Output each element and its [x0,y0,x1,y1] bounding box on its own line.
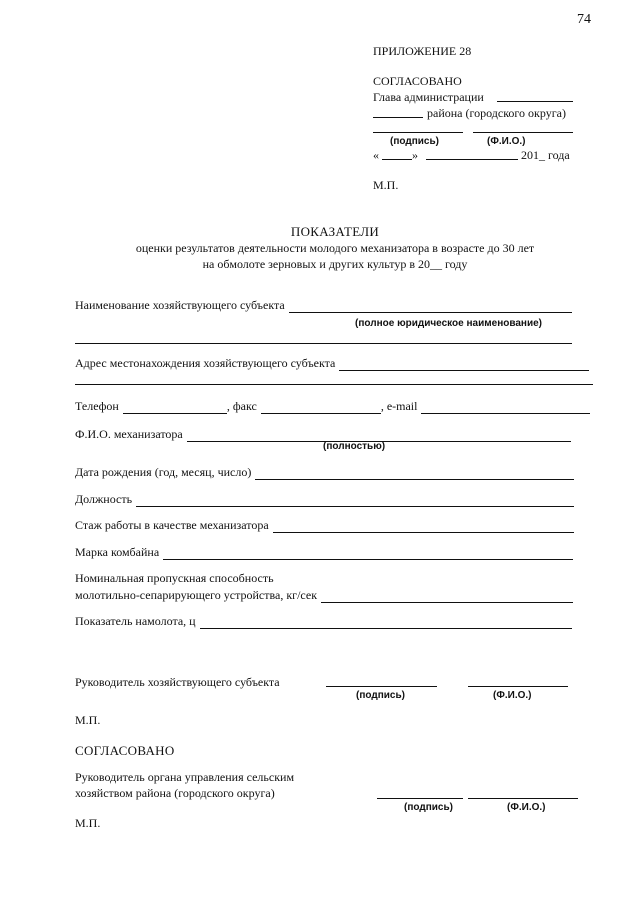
capacity-label-line-2: молотильно-сепарирующего устройства, кг/сек [75,588,318,602]
date-month-line[interactable] [426,159,518,160]
appendix-label: ПРИЛОЖЕНИЕ 28 [373,44,472,58]
agency-signature-line[interactable] [377,798,463,799]
experience-input[interactable] [273,521,574,533]
entity-name-continuation-line[interactable] [75,343,572,344]
agency-head-line-2: хозяйством района (городского округа) [75,786,275,800]
entity-name-caption: (полное юридическое наименование) [355,318,542,329]
birth-date-label: Дата рождения (год, месяц, число) [75,465,252,479]
email-label: , e-mail [380,399,418,413]
position-field[interactable] [75,492,574,507]
date-day-line[interactable] [382,159,412,160]
approval-fio-line[interactable] [473,132,573,133]
address-label: Адрес местонахождения хозяйствующего субъекта [75,356,336,370]
head-fio-line[interactable] [468,686,568,687]
entity-name-label: Наименование хозяйствующего субъекта [75,298,285,312]
approval-admin-head: Глава администрации [373,90,484,104]
agency-fio-caption: (Ф.И.О.) [507,802,546,813]
admin-head-line[interactable] [497,101,573,102]
approval-signature-caption: (подпись) [390,136,439,147]
fax-input[interactable] [261,402,381,414]
capacity-label-line-1: Номинальная пропускная способность [75,571,274,585]
experience-label: Стаж работы в качестве механизатора [75,518,269,532]
contacts-field [75,399,590,414]
approval-fio-caption: (Ф.И.О.) [487,136,526,147]
title-line-1: оценки результатов деятельности молодого механизатора в возрасте до 30 лет [135,241,535,255]
entity-name-field[interactable] [75,298,572,313]
approval-stamp: М.П. [373,178,399,192]
position-input[interactable] [136,495,574,507]
date-open-quote: « [373,148,379,162]
bottom-stamp-2: М.П. [75,816,101,830]
head-fio-caption: (Ф.И.О.) [493,690,532,701]
agency-fio-line[interactable] [468,798,578,799]
approval-signature-line[interactable] [373,132,463,133]
operator-name-field[interactable] [75,427,571,442]
approval-district: района (городского округа) [427,106,566,120]
combine-brand-input[interactable] [163,548,573,560]
threshing-rate-input[interactable] [200,617,572,629]
head-signature-line[interactable] [326,686,437,687]
title-main: ПОКАЗАТЕЛИ [290,224,380,239]
date-year: 201_ года [521,148,570,162]
position-label: Должность [75,492,133,506]
experience-field[interactable] [75,518,574,533]
phone-input[interactable] [123,402,227,414]
operator-name-caption: (полностью) [323,441,386,452]
agency-head-line-1: Руководитель органа управления сельским [75,770,295,784]
operator-name-label: Ф.И.О. механизатора [75,427,183,441]
address-field[interactable] [75,356,589,371]
approval-heading: СОГЛАСОВАНО [373,74,462,88]
date-close-quote: » [412,148,418,162]
agency-signature-caption: (подпись) [404,802,453,813]
head-of-entity-label: Руководитель хозяйствующего субъекта [75,675,280,689]
address-continuation-line[interactable] [75,384,593,385]
title-line-2: на обмолоте зерновых и других культур в 20__ году [202,257,468,271]
capacity-field[interactable] [75,588,573,603]
entity-name-input[interactable] [289,301,572,313]
phone-label: Телефон [75,399,119,413]
head-signature-caption: (подпись) [356,690,405,701]
capacity-input[interactable] [321,591,573,603]
bottom-approved-heading: СОГЛАСОВАНО [75,743,175,758]
threshing-rate-field[interactable] [75,614,572,629]
birth-date-input[interactable] [255,468,574,480]
page-number: 74 [577,12,591,27]
combine-brand-field[interactable] [75,545,573,560]
fax-label: , факс [226,399,257,413]
birth-date-field[interactable] [75,465,574,480]
email-input[interactable] [421,402,590,414]
combine-brand-label: Марка комбайна [75,545,160,559]
district-name-line[interactable] [373,117,423,118]
bottom-stamp-1: М.П. [75,713,101,727]
address-input[interactable] [339,359,589,371]
threshing-rate-label: Показатель намолота, ц [75,614,196,628]
